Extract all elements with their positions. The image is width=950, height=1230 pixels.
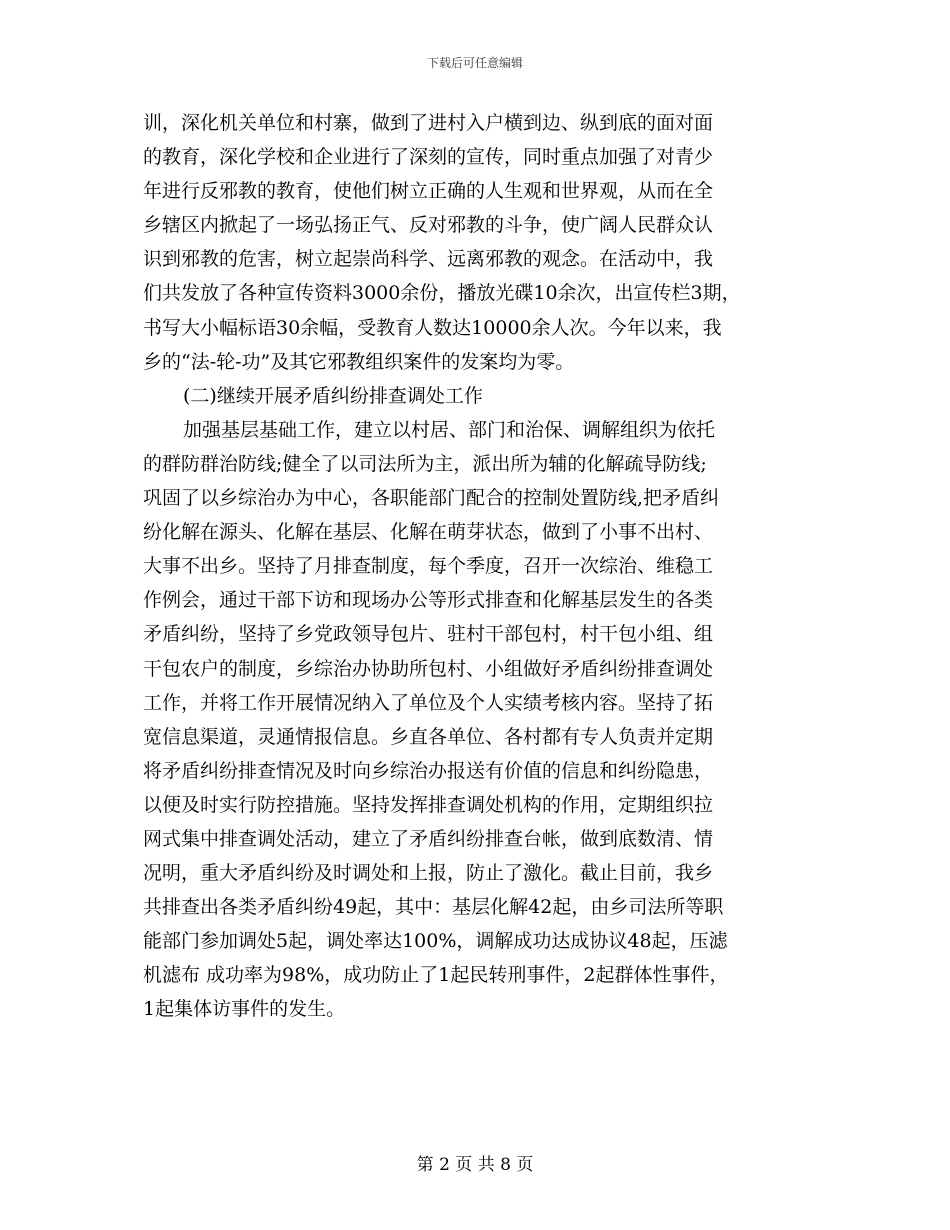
text-line: 们共发放了各种宣传资料3000余份，播放光碟10余次，出宣传栏3期， bbox=[143, 282, 741, 305]
text-line: 识到邪教的危害，树立起崇尚科学、远离邪教的观念。在活动中，我 bbox=[143, 248, 714, 271]
text-line: 工作，并将工作开展情况纳入了单位及个人实绩考核内容。坚持了拓 bbox=[143, 691, 714, 714]
text-line: 1起集体访事件的发生。 bbox=[143, 998, 346, 1021]
text-line: 年进行反邪教的教育，使他们树立正确的人生观和世界观，从而在全 bbox=[143, 180, 714, 203]
text-line: 的群防群治防线;健全了以司法所为主，派出所为辅的化解疏导防线; bbox=[143, 452, 707, 475]
text-line: 能部门参加调处5起，调处率达100%，调解成功达成协议48起，压滤 bbox=[143, 930, 728, 953]
document-body bbox=[143, 106, 823, 1027]
text-line: 书写大小幅标语30余幅，受教育人数达10000余人次。今年以来，我 bbox=[143, 316, 722, 339]
text-line: 将矛盾纠纷排查情况及时向乡综治办报送有价值的信息和纠纷隐患， bbox=[143, 759, 714, 782]
text-line: 纷化解在源头、化解在基层、化解在萌芽状态，做到了小事不出村、 bbox=[143, 521, 714, 544]
text-line: 以便及时实行防控措施。坚持发挥排查调处机构的作用，定期组织拉 bbox=[143, 793, 714, 816]
text-line: 作例会，通过干部下访和现场办公等形式排查和化解基层发生的各类 bbox=[143, 589, 714, 612]
text-line: 乡辖区内掀起了一场弘扬正气、反对邪教的斗争，使广阔人民群众认 bbox=[143, 214, 714, 237]
text-line: 矛盾纠纷，坚持了乡党政领导包片、驻村干部包村，村干包小组、组 bbox=[143, 623, 714, 646]
page-number-footer: 第 2 页 共 8 页 bbox=[416, 1155, 534, 1175]
text-line: 宽信息渠道，灵通情报信息。乡直各单位、各村都有专人负责并定期 bbox=[143, 725, 714, 748]
text-line: 况明，重大矛盾纠纷及时调处和上报，防止了激化。截止目前，我乡 bbox=[143, 862, 714, 885]
text-line: 的教育，深化学校和企业进行了深刻的宣传，同时重点加强了对青少 bbox=[143, 146, 714, 169]
text-line: 乡的“法-轮-功”及其它邪教组织案件的发案均为零。 bbox=[143, 350, 575, 373]
paragraph-first-line: 加强基层基础工作，建立以村居、部门和治保、调解组织为依托 bbox=[183, 418, 716, 441]
text-line: 干包农户的制度，乡综治办协助所包村、小组做好矛盾纠纷排查调处 bbox=[143, 657, 714, 680]
text-line: 网式集中排查调处活动，建立了矛盾纠纷排查台帐，做到底数清、情 bbox=[143, 827, 714, 850]
page-header-note: 下载后可任意编辑 bbox=[426, 56, 523, 70]
paragraph-first-line: (二)继续开展矛盾纠纷排查调处工作 bbox=[183, 384, 483, 407]
text-line: 共排查出各类矛盾纠纷49起，其中：基层化解42起，由乡司法所等职 bbox=[143, 896, 724, 919]
text-line: 大事不出乡。坚持了月排查制度，每个季度，召开一次综治、维稳工 bbox=[143, 555, 714, 578]
text-line: 巩固了以乡综治办为中心，各职能部门配合的控制处置防线,把矛盾纠 bbox=[143, 487, 720, 510]
text-line: 机滤布 成功率为98%，成功防止了1起民转刑事件，2起群体性事件， bbox=[143, 964, 729, 987]
text-line: 训，深化机关单位和村寨，做到了进村入户横到边、纵到底的面对面 bbox=[143, 112, 714, 134]
